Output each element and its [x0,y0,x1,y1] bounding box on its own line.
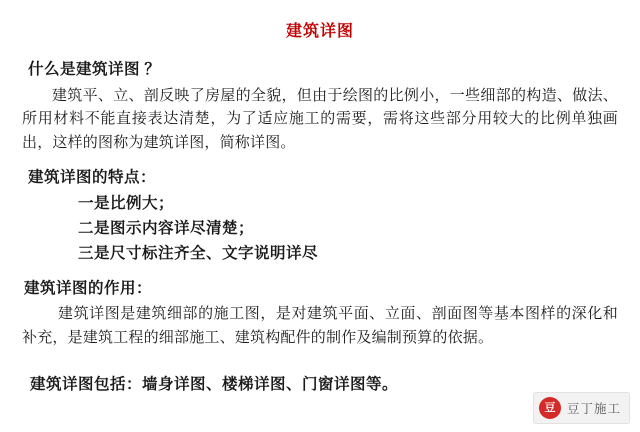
purpose-paragraph: 建筑详图是建筑细部的施工图，是对建筑平面、立面、剖面图等基本图样的深化和补充，是建筑工程的细部施工、建筑构配件的制作及编制预算的依据。 [22,306,618,347]
list-item: 三是尺寸标注齐全、文字说明详尽 [78,244,319,262]
list-item: 二是图示内容详尽清楚； [78,219,255,237]
list-item: 一是比例大； [78,194,175,212]
features-list [22,191,618,266]
brand-label: 豆丁施工 [566,402,621,416]
purpose-heading: 建筑详图的作用： [24,280,153,298]
includes-line: 建筑详图包括：墙身详图、楼梯详图、门窗详图等。 [30,376,399,394]
watermark-badge [533,392,630,424]
brand-logo-icon: 豆 [539,397,561,419]
question-heading: 什么是建筑详图 ？ [28,61,161,78]
features-heading: 建筑详图的特点： [28,168,157,186]
intro-paragraph: 建筑平、立、剖反映了房屋的全貌，但由于绘图的比例小，一些细部的构造、做法、所用材料不能直接表达清楚，为了适应施工的需要，需将这些部分用较大的比例单独画出，这样的图称为建筑详图，简称详图。 [22,88,618,151]
page-title: 建筑详图 [285,23,354,40]
